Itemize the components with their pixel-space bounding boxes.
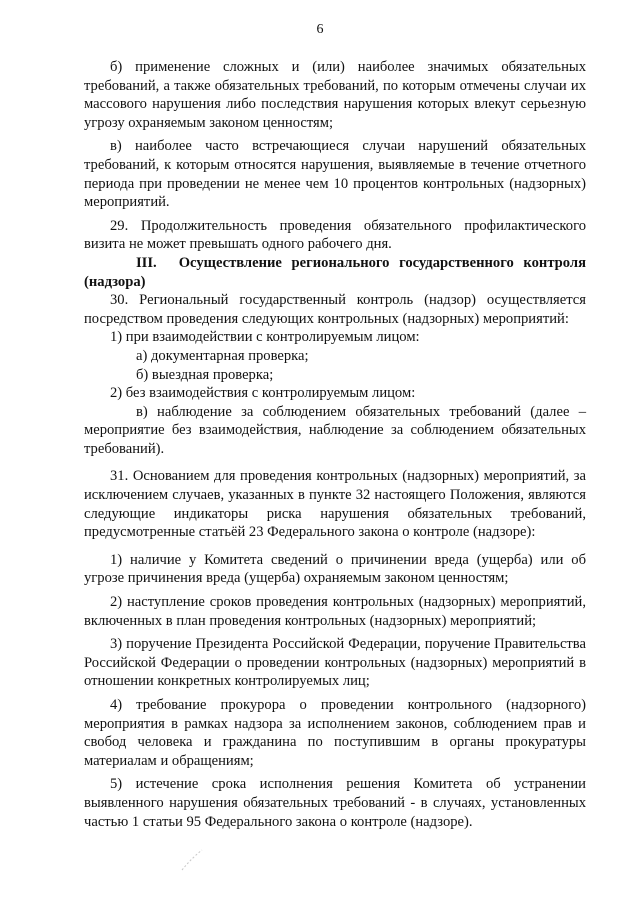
paragraph-31-item-4: 4) требование прокурора о проведении контрольного (надзорного) мероприятия в рамках надзора за исполнением законов, соблюдением прав и свобод человека и гражданина по поступившим в органы прокуратуры материалам и обращениям; [84,697,586,769]
paragraph-30-intro: 30. Региональный государственный контроль (надзор) осуществляется посредством проведения следующих контрольных (надзорных) мероприятий: [84,292,586,327]
paragraph-30-item-1a: а) документарная проверка; [136,347,309,364]
paragraph-30-item-2v: в) наблюдение за соблюдением обязательных требований (далее – мероприятие без взаимодействия, наблюдение за соблюдением обязательных требований). [84,403,586,457]
paragraph-30-item-1: 1) при взаимодействии с контролируемым лицом: [110,329,420,346]
paragraph-31-item-5: 5) истечение срока исполнения решения Комитета об устранении выявленного нарушения обязательных требований - в случаях, установленных частью 1 статьи 95 Федерального закона о контроле (надзоре). [84,776,586,830]
section-number: III. [136,254,157,271]
pen-mark-icon [178,844,208,874]
paragraph-30-item-1b: б) выездная проверка; [136,366,274,383]
section-heading [84,254,586,291]
paragraph-29: 29. Продолжительность проведения обязательного профилактического визита не может превышать одного рабочего дня. [84,217,586,253]
paragraph-v: в) наиболее часто встречающиеся случаи нарушений обязательных требований, к которым относятся нарушения, выявляемые в течение отчетного периода при проведении не менее чем 10 процентов контрольных (надзорных) мероприятий. [84,138,586,211]
page-number: 6 [316,22,324,37]
section-title: Осуществление регионального государственного контроля (надзора) [84,254,586,290]
document-body [84,58,586,831]
paragraph-31-item-1: 1) наличие у Комитета сведений о причинении вреда (ущерба) или об угрозе причинения вреда (ущерба) охраняемым законом ценностям; [84,551,586,587]
paragraph-31-item-2: 2) наступление сроков проведения контрольных (надзорных) мероприятий, включенных в план проведения контрольных (надзорных) мероприятий; [84,594,586,629]
paragraph-31-intro: 31. Основанием для проведения контрольных (надзорных) мероприятий, за исключением случаев, указанных в пункте 32 настоящего Положения, являются следующие индикаторы риска нарушения обязательных требований, предусмотренные статьёй 23 Федерального закона о контроле (надзоре): [84,468,586,541]
paragraph-b: б) применение сложных и (или) наиболее значимых обязательных требований, а также обязательных требований, по которым отмечены случаи их массового нарушения либо последствия нарушения которых влекут серьезную угрозу охраняемым законом ценностям; [84,59,586,131]
paragraph-31-item-3: 3) поручение Президента Российской Федерации, поручение Правительства Российской Федерации о проведении контрольных (надзорных) мероприятий в отношении конкретных контролируемых лиц; [84,636,586,690]
paragraph-30-item-2: 2) без взаимодействия с контролируемым лицом: [110,385,416,402]
